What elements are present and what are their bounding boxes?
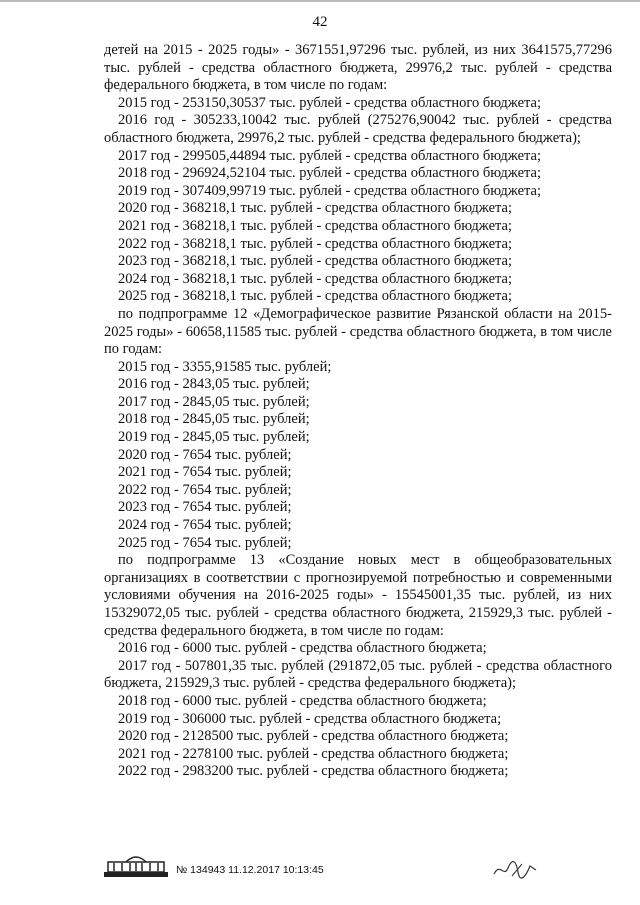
paragraph: 2016 год - 6000 тыс. рублей - средства областного бюджета;	[118, 640, 487, 657]
paragraph: 2022 год - 368218,1 тыс. рублей - средства областного бюджета;	[118, 235, 512, 252]
paragraph: 2019 год - 2845,05 тыс. рублей;	[118, 429, 310, 446]
document-body	[104, 42, 612, 781]
paragraph: 2019 год - 307409,99719 тыс. рублей - средства областного бюджета;	[118, 182, 541, 199]
paragraph: 2024 год - 368218,1 тыс. рублей - средства областного бюджета;	[118, 270, 512, 287]
paragraph: 2020 год - 7654 тыс. рублей;	[118, 446, 292, 463]
paragraph: по подпрограмме 13 «Создание новых мест в общеобразовательных организациях в соответствии с прогнозируемой потребностью и современными условиями обучения на 2016-2025 годы» - 15545001,35 тыс. рублей, из них 15329072,05 тыс. рублей - средства областного бюджета, 215929,3 тыс. рублей - средства федерального бюджета, в том числе по годам:	[104, 552, 612, 639]
paragraph: 2019 год - 306000 тыс. рублей - средства областного бюджета;	[118, 710, 502, 727]
paragraph: 2024 год - 7654 тыс. рублей;	[118, 517, 292, 534]
page-number: 42	[312, 14, 328, 30]
paragraph: 2020 год - 368218,1 тыс. рублей - средства областного бюджета;	[118, 200, 512, 217]
paragraph: 2021 год - 368218,1 тыс. рублей - средства областного бюджета;	[118, 217, 512, 234]
paragraph: 2023 год - 7654 тыс. рублей;	[118, 499, 292, 516]
paragraph: 2023 год - 368218,1 тыс. рублей - средства областного бюджета;	[118, 253, 512, 270]
paragraph: 2020 год - 2128500 тыс. рублей - средства областного бюджета;	[118, 728, 509, 745]
registration-stamp: № 134943 11.12.2017 10:13:45	[176, 864, 324, 876]
paragraph: 2018 год - 2845,05 тыс. рублей;	[118, 411, 310, 428]
paragraph: 2017 год - 299505,44894 тыс. рублей - средства областного бюджета;	[118, 147, 541, 164]
paragraph: 2017 год - 507801,35 тыс. рублей (291872,05 тыс. рублей - средства областного бюджета, 215929,3 тыс. рублей - средства федерального бюджета);	[104, 657, 612, 692]
paragraph: 2025 год - 368218,1 тыс. рублей - средства областного бюджета;	[118, 288, 512, 305]
paragraph: 2018 год - 6000 тыс. рублей - средства областного бюджета;	[118, 692, 487, 709]
paragraph: 2015 год - 253150,30537 тыс. рублей - средства областного бюджета;	[118, 94, 541, 111]
paragraph: 2021 год - 2278100 тыс. рублей - средства областного бюджета;	[118, 745, 509, 762]
paragraph: 2022 год - 2983200 тыс. рублей - средства областного бюджета;	[118, 763, 509, 780]
paragraph: 2016 год - 2843,05 тыс. рублей;	[118, 376, 310, 393]
paragraph: 2017 год - 2845,05 тыс. рублей;	[118, 393, 310, 410]
paragraph: по подпрограмме 12 «Демографическое развитие Рязанской области на 2015-2025 годы» - 60658,11585 тыс. рублей - средства областного бюджета, в том числе по годам:	[104, 305, 612, 358]
scan-top-edge	[0, 0, 640, 2]
handwritten-signature-icon	[492, 856, 540, 882]
paragraph: 2025 год - 7654 тыс. рублей;	[118, 534, 292, 551]
paragraph: 2016 год - 305233,10042 тыс. рублей (275276,90042 тыс. рублей - средства областного бюджета, 29976,2 тыс. рублей - средства федерального бюджета);	[104, 112, 612, 146]
paragraph: 2018 год - 296924,52104 тыс. рублей - средства областного бюджета;	[118, 165, 541, 182]
paragraph: 2021 год - 7654 тыс. рублей;	[118, 464, 292, 481]
building-logo-icon	[104, 852, 168, 878]
paragraph: 2022 год - 7654 тыс. рублей;	[118, 481, 292, 498]
paragraph: детей на 2015 - 2025 годы» - 3671551,97296 тыс. рублей, из них 3641575,77296 тыс. рублей - средства областного бюджета, 29976,2 тыс. рублей - средства федерального бюджета, в том числе по годам:	[104, 42, 612, 94]
page-footer	[104, 848, 612, 888]
paragraph: 2015 год - 3355,91585 тыс. рублей;	[118, 358, 332, 375]
